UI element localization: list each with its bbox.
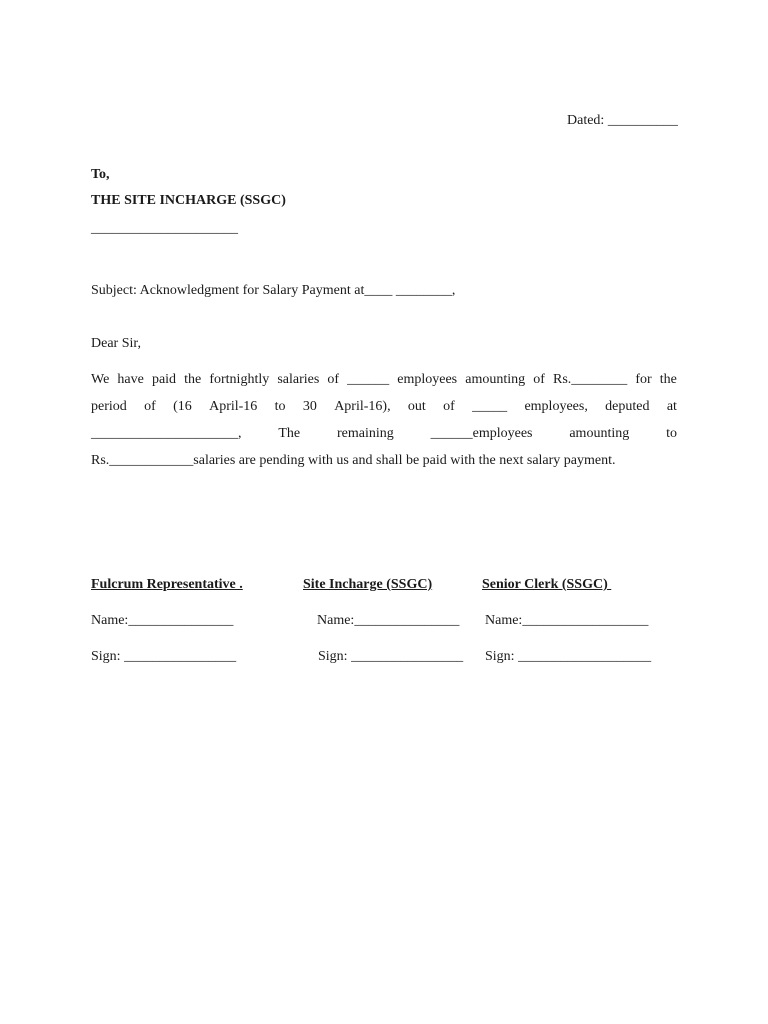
to-label: To, — [91, 167, 110, 182]
body-line-4: Rs.____________salaries are pending with us and shall be paid with the next salary payment. — [91, 453, 616, 468]
signatory-sign-senior-clerk: Sign: ___________________ — [485, 649, 652, 664]
body-line-1: We have paid the fortnightly salaries of ______ employees amounting of Rs.________ for the — [91, 372, 677, 387]
subject-line: Subject: Acknowledgment for Salary Payment at____ ________, — [91, 283, 456, 298]
signatory-title-site-incharge: Site Incharge (SSGC) — [303, 577, 433, 592]
body-line-3: _____________________, The remaining ______employees amounting to — [91, 426, 677, 441]
signatory-sign-site-incharge: Sign: ________________ — [318, 649, 464, 664]
signatory-name-site-incharge: Name:_______________ — [317, 613, 460, 628]
signatory-sign-fulcrum: Sign: ________________ — [91, 649, 237, 664]
recipient-line: _____________________ — [91, 221, 238, 236]
dated-field: Dated: __________ — [567, 113, 678, 128]
recipient-title: THE SITE INCHARGE (SSGC) — [91, 193, 286, 208]
body-line-2: period of (16 April-16 to 30 April-16), out of _____ employees, deputed at — [91, 399, 677, 414]
signatory-name-fulcrum: Name:_______________ — [91, 613, 234, 628]
signatory-name-senior-clerk: Name:__________________ — [485, 613, 649, 628]
signatory-title-fulcrum: Fulcrum Representative . — [91, 577, 243, 592]
signatory-title-senior-clerk: Senior Clerk (SSGC) — [482, 577, 612, 592]
salutation: Dear Sir, — [91, 336, 141, 351]
